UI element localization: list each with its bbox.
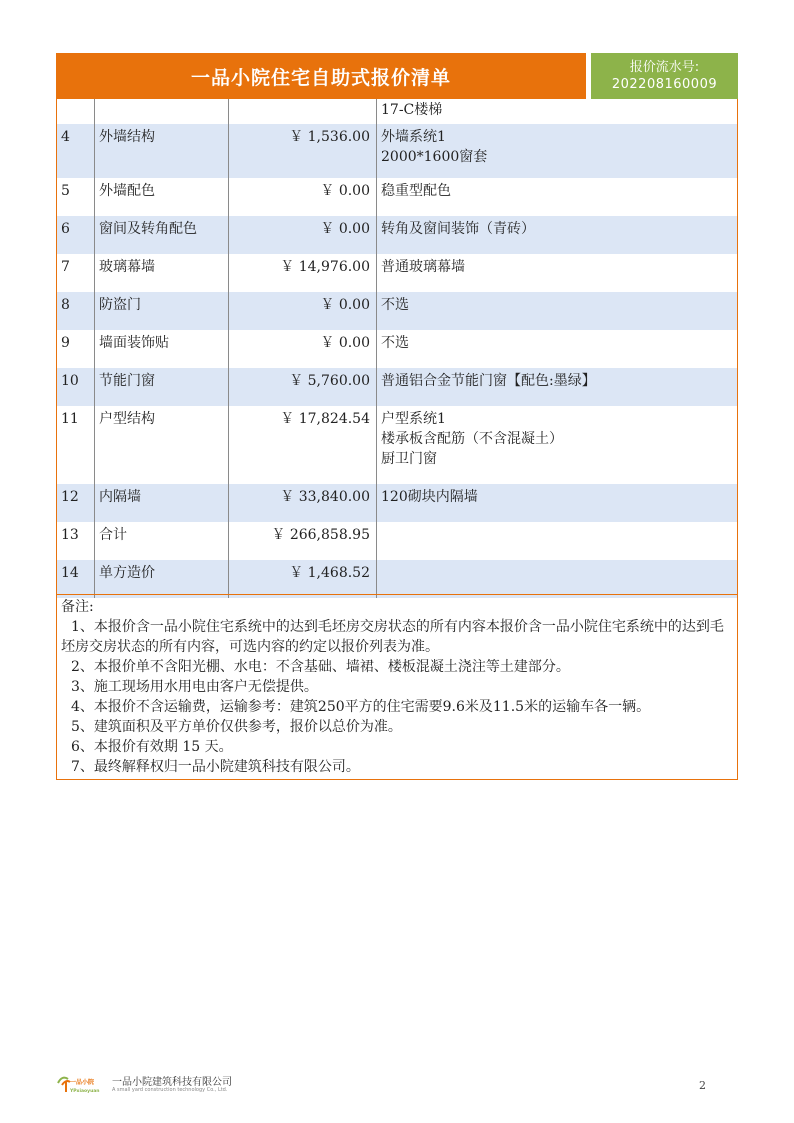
row-item: 外墙配色	[95, 178, 229, 216]
description-line: 稳重型配色	[381, 183, 451, 199]
table-row	[57, 178, 737, 216]
row-price: ￥ 17,824.54	[229, 406, 377, 484]
row-price: ￥ 5,760.00	[229, 368, 377, 406]
table-row	[57, 406, 737, 484]
row-item	[95, 99, 229, 124]
description-line: 2000*1600窗套	[381, 149, 488, 165]
description-line: 楼承板含配筋（不含混凝土）	[381, 431, 563, 447]
row-item: 外墙结构	[95, 124, 229, 178]
description-line: 120砌块内隔墙	[381, 489, 478, 505]
quote-table	[56, 99, 738, 598]
page-title: 一品小院住宅自助式报价清单	[56, 53, 586, 99]
row-description	[377, 124, 737, 178]
row-item: 内隔墙	[95, 484, 229, 522]
note-item: 4、本报价不含运输费，运输参考：建筑250平方的住宅需要9.6米及11.5米的运输车各一辆。	[71, 699, 651, 715]
row-description	[377, 330, 737, 368]
row-description	[377, 522, 737, 560]
row-number: 9	[57, 330, 95, 368]
page-header	[56, 53, 738, 99]
note-item: 7、最终解释权归一品小院建筑科技有限公司。	[71, 759, 360, 775]
row-item: 节能门窗	[95, 368, 229, 406]
row-description	[377, 484, 737, 522]
row-number: 10	[57, 368, 95, 406]
row-number: 7	[57, 254, 95, 292]
footer	[56, 1071, 738, 1095]
description-line: 转角及窗间装饰（青砖）	[381, 221, 535, 237]
description-line: 外墙系统1	[381, 129, 446, 145]
description-line: 不选	[381, 297, 409, 313]
row-number: 4	[57, 124, 95, 178]
serial-label: 报价流水号:	[629, 60, 700, 75]
description-line: 普通铝合金节能门窗【配色:墨绿】	[381, 373, 596, 389]
row-price	[229, 99, 377, 124]
notes-section	[56, 594, 738, 780]
note-item: 3、施工现场用水用电由客户无偿提供。	[71, 679, 318, 695]
notes-heading: 备注:	[61, 599, 94, 615]
row-item: 单方造价	[95, 560, 229, 598]
row-number: 5	[57, 178, 95, 216]
row-description	[377, 368, 737, 406]
row-item: 合计	[95, 522, 229, 560]
table-row	[57, 292, 737, 330]
row-number: 8	[57, 292, 95, 330]
table-row	[57, 560, 737, 598]
row-price: ￥ 33,840.00	[229, 484, 377, 522]
row-item: 窗间及转角配色	[95, 216, 229, 254]
row-description	[377, 292, 737, 330]
description-line: 不选	[381, 335, 409, 351]
notes-list	[61, 617, 731, 777]
logo-sub: YPxiaoyuan	[70, 1089, 100, 1094]
row-description	[377, 99, 737, 124]
row-price: ￥ 14,976.00	[229, 254, 377, 292]
table-row	[57, 124, 737, 178]
table-row	[57, 254, 737, 292]
row-item: 户型结构	[95, 406, 229, 484]
note-item: 2、本报价单不含阳光棚、水电：不含基础、墙裙、楼板混凝土浇注等土建部分。	[71, 659, 570, 675]
row-price: ￥ 0.00	[229, 330, 377, 368]
row-price: ￥ 0.00	[229, 292, 377, 330]
row-item: 防盗门	[95, 292, 229, 330]
table-row	[57, 368, 737, 406]
company-name: 一品小院建筑科技有限公司	[112, 1077, 232, 1088]
row-number: 6	[57, 216, 95, 254]
row-number: 11	[57, 406, 95, 484]
row-number: 14	[57, 560, 95, 598]
note-item: 6、本报价有效期 15 天。	[71, 739, 233, 755]
table-row	[57, 99, 737, 124]
row-description	[377, 560, 737, 598]
row-description	[377, 406, 737, 484]
row-description	[377, 254, 737, 292]
serial-value: 202208160009	[611, 77, 718, 92]
table-row	[57, 484, 737, 522]
row-number	[57, 99, 95, 124]
row-item: 墙面装饰贴	[95, 330, 229, 368]
table-row	[57, 216, 737, 254]
note-item: 1、本报价含一品小院住宅系统中的达到毛坯房交房状态的所有内容本报价含一品小院住宅系统中的达到毛坯房交房状态的所有内容，可选内容的约定以报价列表为准。	[61, 619, 724, 655]
description-line: 普通玻璃幕墙	[381, 259, 465, 275]
company-name-en: A small yard construction technology Co., Ltd.	[112, 1087, 228, 1093]
row-price: ￥ 0.00	[229, 216, 377, 254]
description-line: 户型系统1	[381, 411, 446, 427]
row-price: ￥ 1,468.52	[229, 560, 377, 598]
description-line: 17-C楼梯	[381, 102, 443, 118]
company-logo	[56, 1073, 104, 1095]
row-item: 玻璃幕墙	[95, 254, 229, 292]
row-price: ￥ 0.00	[229, 178, 377, 216]
description-line: 厨卫门窗	[381, 451, 437, 467]
row-price: ￥ 266,858.95	[229, 522, 377, 560]
row-number: 12	[57, 484, 95, 522]
note-item: 5、建筑面积及平方单价仅供参考，报价以总价为准。	[71, 719, 402, 735]
serial-number-box	[591, 53, 738, 99]
row-description	[377, 178, 737, 216]
table-row	[57, 522, 737, 560]
row-number: 13	[57, 522, 95, 560]
table-row	[57, 330, 737, 368]
row-price: ￥ 1,536.00	[229, 124, 377, 178]
logo-text: 一品小院	[70, 1079, 95, 1086]
row-description	[377, 216, 737, 254]
page-number: 2	[699, 1079, 706, 1092]
